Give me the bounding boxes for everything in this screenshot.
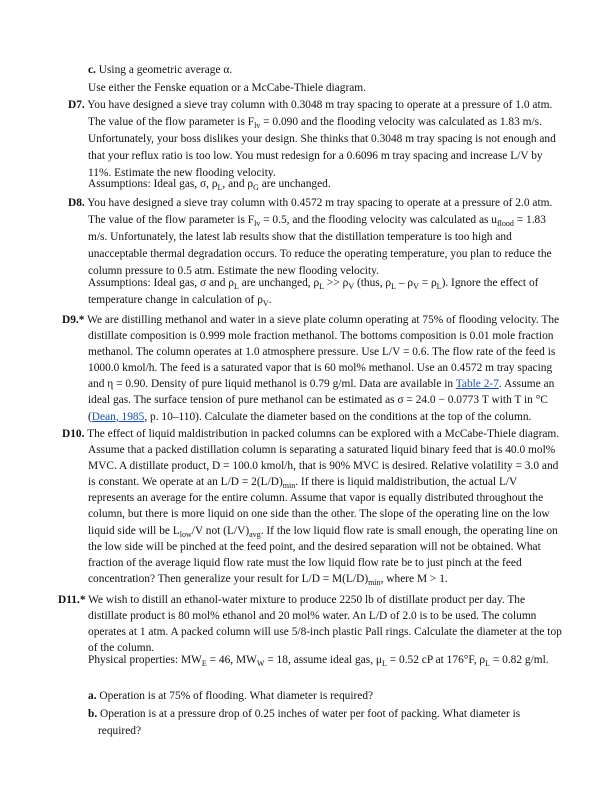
sub: V bbox=[262, 299, 269, 308]
sub: L bbox=[319, 282, 325, 291]
part-b-label: b. bbox=[88, 708, 98, 720]
problem-d10-number: D10. bbox=[62, 428, 85, 440]
problem-d10 bbox=[62, 426, 566, 587]
part-a-text: Operation is at 75% of flooding. What diameter is required? bbox=[96, 690, 374, 702]
sub-lv: lv bbox=[254, 121, 261, 130]
sub: L bbox=[233, 282, 239, 291]
props-text: = 0.52 cP at 176°F, ρ bbox=[386, 654, 486, 666]
problem-d8-number: D8. bbox=[68, 197, 85, 209]
problem-d7-assumptions bbox=[88, 176, 566, 193]
sub: flood bbox=[497, 219, 514, 228]
sub: L bbox=[217, 183, 223, 192]
sub: L bbox=[485, 659, 491, 668]
problem-d7 bbox=[68, 97, 566, 182]
assump-text: (thus, ρ bbox=[354, 277, 392, 289]
sub: lv bbox=[254, 219, 261, 228]
props-text: = 0.82 g/ml. bbox=[490, 654, 549, 666]
problem-d11 bbox=[58, 592, 566, 656]
part-b bbox=[88, 706, 564, 740]
sub: E bbox=[201, 659, 207, 668]
problem-d10-text: The effect of liquid maldistribution in packed columns can be explored with a McCabe-Thiele diagram. Assume that a packed distillation column is separating a saturated liquid binary feed that is 40.0 mol% MVC. A distillate product, D = 100.0 kmol/h, that is 90% MVC is desired. Relative volatility = 3.0 and is constant. We operate at an L/D = 2(L/D) bbox=[84, 428, 560, 489]
part-b-text: Operation is at a pressure drop of 0.25 inches of water per foot of packing. What diameter is required? bbox=[97, 708, 521, 737]
problem-d8-text-2: = 0.5, and the flooding velocity was calculated as u bbox=[260, 214, 497, 226]
sub: L bbox=[382, 659, 387, 668]
part-a-label: a. bbox=[88, 690, 97, 702]
sub: L bbox=[391, 282, 396, 291]
assump-text: – ρ bbox=[396, 277, 414, 289]
dean-1985-link[interactable]: Dean, 1985 bbox=[91, 410, 145, 423]
problem-d7-number: D7. bbox=[68, 99, 85, 111]
problem-d11-number: D11.* bbox=[58, 594, 86, 606]
problem-d9-number: D9.* bbox=[62, 314, 85, 326]
props-text: = 46, MW bbox=[206, 654, 257, 666]
problem-d9-text-3: , p. 10–110). Calculate the diameter based on the conditions at the top of the column. bbox=[144, 410, 532, 423]
table-2-7-link[interactable]: Table 2-7 bbox=[455, 378, 499, 391]
assump-text: are unchanged, ρ bbox=[238, 277, 320, 289]
part-c bbox=[88, 62, 568, 79]
problem-d10-text-5: , where M > 1. bbox=[380, 572, 448, 585]
sub: W bbox=[256, 659, 265, 668]
sub: V bbox=[413, 282, 419, 291]
problem-d9-text-2: . Assume an ideal gas. The surface tension of pure methanol can be estimated as σ = 24.0 − 0.0773 T with T in °C ( bbox=[88, 378, 555, 423]
part-c-label: c. bbox=[88, 64, 96, 76]
fenske-note: Use either the Fenske equation or a McCabe-Thiele diagram. bbox=[88, 82, 367, 94]
sub: min bbox=[368, 577, 381, 587]
problem-d9-text: We are distilling methanol and water in a sieve plate column operating at 75% of flooding velocity. The distillate composition is 0.999 mole fraction methanol. The bottoms composition is 0.01 mole fraction methanol. The column operates at 1.0 atmosphere pressure. Use L/V = 0.6. The flow rate of the feed is 1000.0 kmol/h. The feed is a saturated vapor that is 60 mol% methanol. Use an 0.4572 m tray spacing and η = 0.90. Density of pure liquid methanol is 0.79 g/ml. Data are available in bbox=[84, 314, 560, 391]
assump-text: . bbox=[268, 294, 272, 306]
sub: min bbox=[282, 481, 296, 491]
assump-text: >> ρ bbox=[324, 277, 349, 289]
assump-text: Assumptions: Ideal gas, σ, ρ bbox=[88, 178, 218, 190]
problem-d8-text: You have designed a sieve tray column with 0.4572 m tray spacing to operate at a pressure of 2.0 atm. The value of the flow parameter is F bbox=[84, 197, 553, 226]
part-a bbox=[88, 688, 566, 705]
props-text: Physical properties: MW bbox=[88, 654, 202, 666]
problem-d11-text: We wish to distill an ethanol-water mixture to produce 2250 lb of distillate product per day. The distillate product is 80 mol% ethanol and 20 mol% water. An L/D of 2.0 is to be used. The column operates at 1 atm. A packed column will use 5/8-inch plastic Pall rings. Calculate the diameter at the top of the column. bbox=[85, 594, 562, 655]
problem-d10-text-4: . If the low liquid flow rate is small enough, the operating line on the low side will be pinched at the feed point, and the desired separation will not be obtained. What fraction of the average liquid flow rate must the low liquid flow rate be to just pinch at the feed concentration? Then generalize your result for L/D = M(L/D) bbox=[88, 524, 558, 585]
assump-text: are unchanged. bbox=[258, 178, 331, 190]
sub: L bbox=[436, 282, 442, 291]
problem-d10-text-3: /V not (L/V) bbox=[191, 524, 250, 537]
problem-d8 bbox=[68, 195, 566, 280]
problem-d8-assumptions bbox=[88, 275, 566, 309]
problem-d10-text-2: . If there is liquid maldistribution, the actual L/V represents an average for the entire column. Assume that vapor is equally distributed throughout the column, but there is more liquid on one side than the other. The slope of the operating line on the low liquid side will be L bbox=[88, 476, 550, 537]
problem-d9 bbox=[62, 312, 566, 425]
problem-d8-text-3: = 1.83 m/s. Unfortunately, the latest lab results show that the distillation temperature is too high and unacceptable thermal degradation occurs. To reduce the operating temperature, you plan to reduce the column pressure to 0.5 atm. Estimate the new flooding velocity. bbox=[88, 214, 552, 277]
assump-text: = ρ bbox=[418, 277, 437, 289]
sub: low bbox=[179, 529, 192, 539]
physical-properties bbox=[88, 652, 566, 669]
props-text: = 18, assume ideal gas, μ bbox=[264, 654, 382, 666]
sub: G bbox=[253, 183, 259, 192]
problem-d7-text-2: = 0.090 and the flooding velocity was calculated as 1.83 m/s. Unfortunately, your boss dislikes your design. She thinks that 0.3048 m tray spacing is not enough and that your reflux ratio is too low. You must redesign for a 0.6096 m tray spacing and increase L/V by 11%. Estimate the new flooding velocity. bbox=[88, 116, 556, 179]
assump-text: Assumptions: Ideal gas, σ and ρ bbox=[88, 277, 234, 289]
sub: V bbox=[348, 282, 355, 291]
assump-text: ). Ignore the effect of temperature change in calculation of ρ bbox=[88, 277, 539, 306]
sub: avg bbox=[249, 529, 261, 539]
part-c-text: Using a geometric average α. bbox=[95, 64, 233, 76]
assump-text: , and ρ bbox=[222, 178, 254, 190]
problem-d7-text: You have designed a sieve tray column with 0.3048 m tray spacing to operate at a pressure of 1.0 atm. The value of the flow parameter is F bbox=[84, 99, 553, 128]
